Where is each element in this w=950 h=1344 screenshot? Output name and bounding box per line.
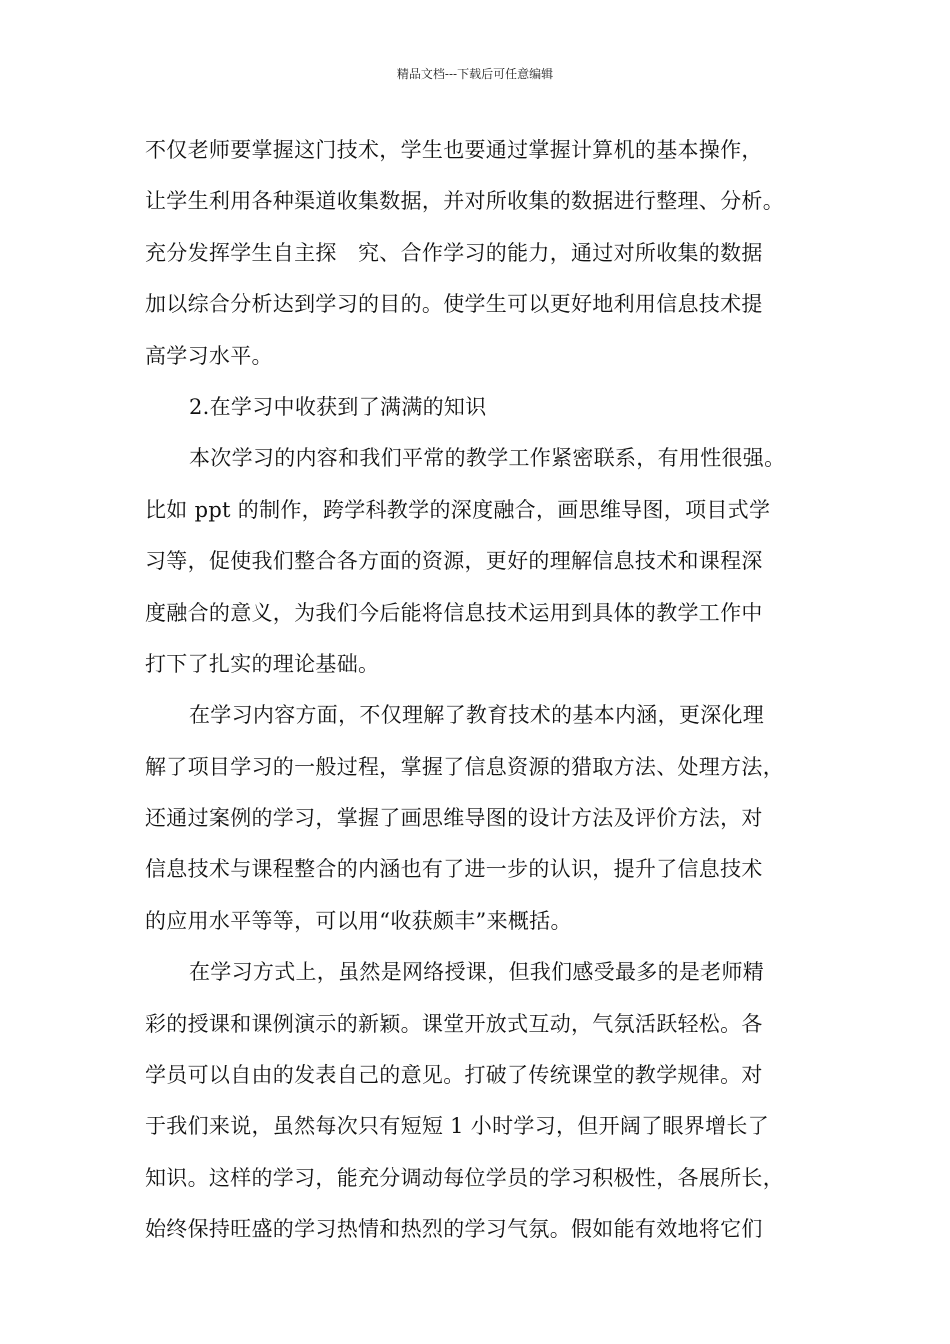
text-line: 彩的授课和课例演示的新颖。课堂开放式互动，气氛活跃轻松。各 xyxy=(145,1011,763,1036)
section-heading: 2.在学习中收获到了满满的知识 xyxy=(189,394,487,419)
text-line: 高学习水平。 xyxy=(145,343,273,368)
text-line: 不仅老师要掌握这门技术，学生也要通过掌握计算机的基本操作， xyxy=(145,138,763,162)
text-line: 的应用水平等等，可以用“收获颇丰”来概括。 xyxy=(145,908,572,933)
document-body xyxy=(145,125,835,1256)
text-line: 在学习内容方面，不仅理解了教育技术的基本内涵，更深化理 xyxy=(189,703,765,728)
text-line: 让学生利用各种渠道收集数据，并对所收集的数据进行整理、分析。 xyxy=(145,189,784,214)
text-line: 还通过案例的学习，掌握了画思维导图的设计方法及评价方法，对 xyxy=(145,806,763,831)
text-line: 知识。这样的学习，能充分调动每位学员的学习积极性，各展所长， xyxy=(145,1165,784,1190)
text-line: 于我们来说，虽然每次只有短短 1 小时学习，但开阔了眼界增长了 xyxy=(145,1114,770,1139)
text-line: 度融合的意义，为我们今后能将信息技术运用到具体的教学工作中 xyxy=(145,600,763,625)
text-line: 充分发挥学生自主探 究、合作学习的能力，通过对所收集的数据 xyxy=(145,240,763,265)
text-line: 在学习方式上，虽然是网络授课，但我们感受最多的是老师精 xyxy=(189,960,765,985)
text-line: 比如 ppt 的制作，跨学科教学的深度融合，画思维导图，项目式学 xyxy=(145,497,771,522)
text-line: 打下了扎实的理论基础。 xyxy=(145,651,380,676)
text-line: 加以综合分析达到学习的目的。使学生可以更好地利用信息技术提 xyxy=(145,292,763,317)
text-line: 信息技术与课程整合的内涵也有了进一步的认识，提升了信息技术 xyxy=(145,857,763,882)
page-header: 精品文档---下载后可任意编辑 xyxy=(396,67,554,81)
text-line: 学员可以自由的发表自己的意见。打破了传统课堂的教学规律。对 xyxy=(145,1063,763,1088)
text-line: 始终保持旺盛的学习热情和热烈的学习气氛。假如能有效地将它们 xyxy=(145,1217,763,1242)
text-line: 习等，促使我们整合各方面的资源，更好的理解信息技术和课程深 xyxy=(145,549,763,574)
text-line: 解了项目学习的一般过程，掌握了信息资源的猎取方法、处理方法， xyxy=(145,754,784,779)
text-line: 本次学习的内容和我们平常的教学工作紧密联系，有用性很强。 xyxy=(189,446,786,471)
